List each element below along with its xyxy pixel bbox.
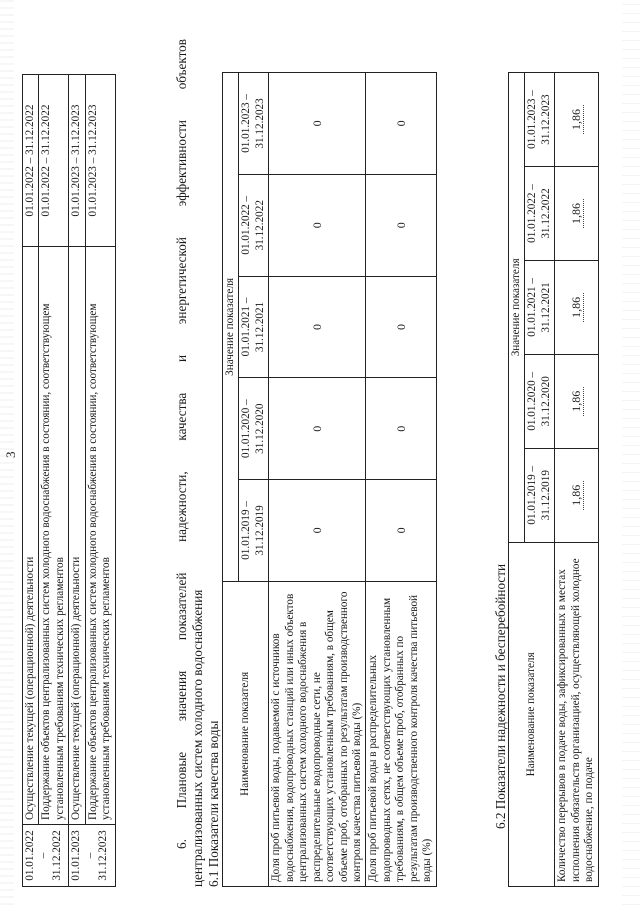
column-header: Значение показателя <box>223 73 239 582</box>
measure-cell: Поддержание объектов централизованных систем холодного водоснабжения в состоянии, соответствующем установленным требованиям технических регламентов <box>39 247 69 825</box>
table-row <box>555 73 598 887</box>
period-cell: 01.01.2022 – 31.12.2022 <box>23 75 39 247</box>
table-row <box>85 75 115 887</box>
value-cell: 0 <box>269 480 366 582</box>
value-cell: 0 <box>366 378 436 480</box>
table-row <box>39 75 69 887</box>
indicator-name: Доля проб питьевой воды, подаваемой с источников водоснабжения, водопроводных станций или иных объектов централизованных систем холодного водоснабжения в распределительные водопроводные сети, не соответствующих установленным требованиям, в общем объеме проб, отобранных по результатам производственного контроля качества питьевой воды (%) <box>269 581 366 886</box>
column-header: 01.01.2019 – 31.12.2019 <box>525 448 555 542</box>
water-quality-table <box>222 72 437 887</box>
value-cell: 0 <box>269 378 366 480</box>
value-text: 1,86 <box>569 387 584 416</box>
subsection-heading: 6.2 Показатели надежности и бесперебойности <box>493 563 508 829</box>
value-cell: 0 <box>366 480 436 582</box>
value-text: 1,86 <box>569 481 584 510</box>
column-header: 01.01.2022 – 31.12.2022 <box>525 167 555 261</box>
value-cell: 0 <box>366 276 436 378</box>
column-header: 01.01.2021 – 31.12.2021 <box>239 276 269 378</box>
period-cell: 01.01.2023 – 31.12.2023 <box>85 75 115 247</box>
indicator-name: Количество перерывов в подаче воды, зафиксированных в местах исполнения обязательств организацией, осуществляющей холодное водоснабжение, по подаче <box>555 542 598 886</box>
section-heading-continued: централизованных систем холодного водоснабжения <box>190 589 205 887</box>
value-text: 1,86 <box>569 105 584 134</box>
period-cell: 01.01.2022 – 31.12.2022 <box>39 75 69 247</box>
value-cell: 0 <box>366 73 436 175</box>
value-cell <box>555 167 598 261</box>
table-row <box>269 73 366 887</box>
value-text: 1,86 <box>569 293 584 322</box>
column-header: 01.01.2021 – 31.12.2021 <box>525 260 555 354</box>
column-header: 01.01.2023 – 31.12.2023 <box>525 73 555 167</box>
column-header: 01.01.2023 – 31.12.2023 <box>239 73 269 175</box>
column-header: Наименование показателя <box>509 542 555 886</box>
section-heading: 6. Плановые значения показателей надежности, качества и энергетической эффективности объектов <box>174 39 189 849</box>
period-cell: 01.01.2022 – 31.12.2022 <box>23 825 69 887</box>
value-cell: 0 <box>366 174 436 276</box>
indicator-name: Доля проб питьевой воды в распределительных водопроводных сетях, не соответствующих установленным требованиям, в общем объеме проб, отобранных по результатам производственного контроля качества питьевой воды (%) <box>366 581 436 886</box>
table-row <box>69 75 85 887</box>
value-cell <box>555 260 598 354</box>
column-header: Значение показателя <box>509 73 525 543</box>
column-header: 01.01.2020 – 31.12.2020 <box>525 354 555 448</box>
page-number: 3 <box>3 451 18 458</box>
period-cell: 01.01.2023 – 31.12.2023 <box>69 75 85 247</box>
column-header: Наименование показателя <box>223 581 269 886</box>
table-header-row <box>223 73 239 887</box>
measure-cell: Поддержание объектов централизованных систем холодного водоснабжения в состоянии, соответствующем установленным требованиям технических регламентов <box>85 247 115 825</box>
value-cell <box>555 354 598 448</box>
table-row <box>23 75 39 887</box>
value-cell <box>555 73 598 167</box>
reliability-table <box>508 72 599 887</box>
column-header: 01.01.2022 – 31.12.2022 <box>239 174 269 276</box>
table-row <box>366 73 436 887</box>
column-header: 01.01.2020 – 31.12.2020 <box>239 378 269 480</box>
value-text: 1,86 <box>569 199 584 228</box>
table-header-row <box>509 73 525 887</box>
measure-cell: Осуществление текущей (операционной) деятельности <box>69 247 85 825</box>
column-header: 01.01.2019 – 31.12.2019 <box>239 480 269 582</box>
measure-cell: Осуществление текущей (операционной) деятельности <box>23 247 39 825</box>
value-cell: 0 <box>269 174 366 276</box>
value-cell: 0 <box>269 276 366 378</box>
value-cell: 0 <box>269 73 366 175</box>
periods-table <box>22 74 116 887</box>
value-cell <box>555 448 598 542</box>
period-cell: 01.01.2023 – 31.12.2023 <box>69 825 115 887</box>
subsection-heading: 6.1 Показатели качества воды <box>206 720 221 887</box>
